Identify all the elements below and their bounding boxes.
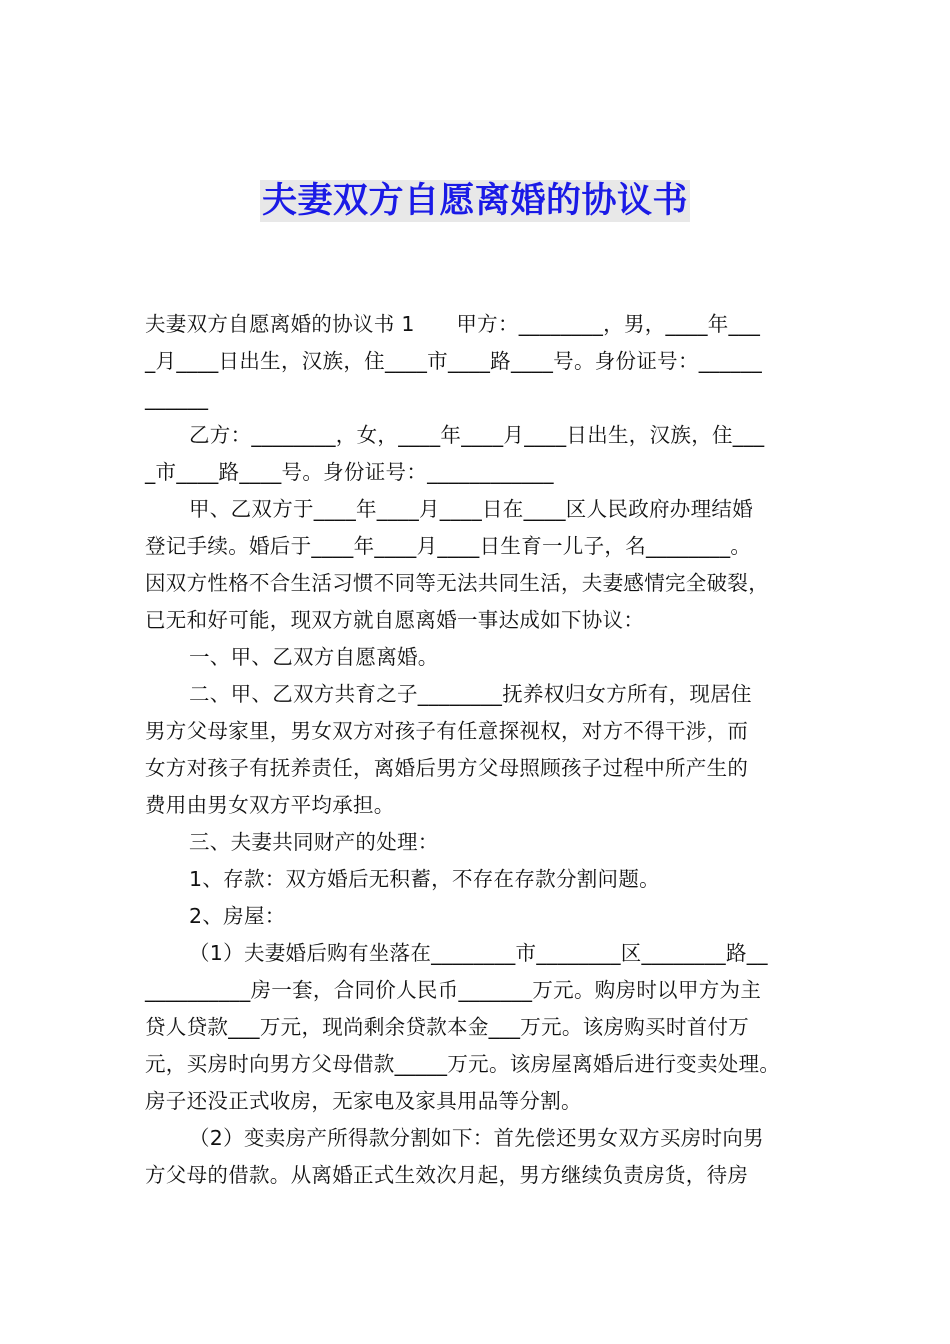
body-line: 夫妻双方自愿离婚的协议书 1 甲方：________，男，____年___ [145,312,761,336]
body-line: __________房一套，合同价人民币_______万元。购房时以甲方为主 [145,978,762,1002]
document-body [145,306,825,1194]
body-line: 二、甲、乙双方共育之子________抚养权归女方所有，现居住 [189,682,752,706]
body-line: ______ [145,386,209,410]
body-line: 登记手续。婚后于____年____月____日生育一儿子，名________。 [145,534,752,558]
body-line: 甲、乙双方于____年____月____日在____区人民政府办理结婚 [189,497,753,521]
body-line: （2）变卖房产所得款分割如下：首先偿还男女双方买房时向男 [189,1126,764,1150]
body-line: 费用由男女双方平均承担。 [145,793,395,817]
body-line: 男方父母家里，男女双方对孩子有任意探视权，对方不得干涉，而 [145,719,749,743]
body-line: 方父母的借款。从离婚正式生效次月起，男方继续负责房货，待房 [145,1163,749,1187]
body-line: 一、甲、乙双方自愿离婚。 [189,645,439,669]
body-line: 1、存款：双方婚后无积蓄，不存在存款分割问题。 [189,867,660,891]
body-line: 已无和好可能，现双方就自愿离婚一事达成如下协议： [145,608,645,632]
body-line: 2、房屋： [189,904,286,928]
document-title: 夫妻双方自愿离婚的协议书 [261,181,688,221]
body-line: 三、夫妻共同财产的处理： [189,830,439,854]
body-line: （1）夫妻婚后购有坐落在________市________区________路__ [189,941,768,965]
body-line: 乙方：________，女，____年____月____日出生，汉族，住___ [189,423,765,447]
body-line: 因双方性格不合生活习惯不同等无法共同生活，夫妻感情完全破裂， [145,571,769,595]
body-line: 房子还没正式收房，无家电及家具用品等分割。 [145,1089,582,1113]
body-line: 元，买房时向男方父母借款_____万元。该房屋离婚后进行变卖处理。 [145,1052,781,1076]
title-container [0,180,950,222]
body-line: 女方对孩子有抚养责任，离婚后男方父母照顾孩子过程中所产生的 [145,756,749,780]
body-line: _月____日出生，汉族，住____市____路____号。身份证号：______ [145,349,763,373]
body-line: 贷人贷款___万元，现尚剩余贷款本金___万元。该房购买时首付万 [145,1015,750,1039]
body-line: _市____路____号。身份证号：____________ [145,460,554,484]
